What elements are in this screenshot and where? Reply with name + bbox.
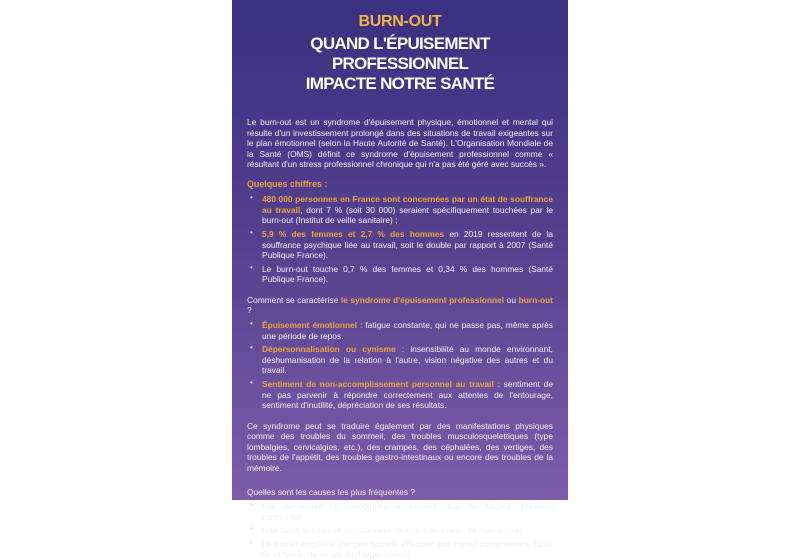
bullet-icon: • [250, 319, 253, 329]
list-item [247, 320, 553, 341]
body-text: : insensibilité au monde environnant, déshumanisation de la relation à l'autre, vision négative des autres et du travail. [262, 344, 554, 376]
body-text: en 2019 ressentent de la souffrance psychique liée au travail, soit le double par rapport à 2007 (Santé Publique France). [262, 228, 553, 261]
highlight-text: Épuisement émotionnel [262, 320, 358, 331]
bullet-icon: • [250, 500, 253, 510]
symptoms-list [247, 320, 553, 411]
physical-manifestations-paragraph [247, 421, 553, 474]
highlight-text: Dépersonnalisation ou cynisme [262, 344, 396, 355]
bullet-icon: • [250, 227, 253, 237]
body-text: ou [504, 294, 519, 305]
body-text: Ce syndrome peut se traduire également par des manifestations physiques comme des troubles du sommeil, des troubles musculosquelettiques (type lombalgies, cervicalgies, etc.), des crampes, des céphalées, des vertiges, des troubles de l'appétit, des troubles gastro-intestinaux ou encore des troubles de la mémoire. [247, 420, 553, 473]
highlight-text: 5,9 % des femmes et 2,7 % des hommes [262, 228, 445, 239]
list-item [247, 379, 553, 411]
bullet-icon: • [250, 524, 253, 534]
list-item [247, 525, 553, 536]
list-item [247, 264, 553, 285]
poster-tag: BURN-OUT [358, 13, 442, 30]
poster-content [247, 117, 553, 560]
body-text: Une faible autonomie décisionnelle (manque de marge de manœuvre) [262, 525, 523, 536]
body-text: , dont 7 % (soit 30 000) seraient spécifiquement touchées par le burn-out (Institut de veille sanitaire) ; [262, 204, 553, 226]
intro-paragraph [247, 117, 553, 170]
highlight-text: le syndrome d'épuisement professionnel [340, 294, 505, 305]
poster-title-block [247, 13, 553, 94]
bullet-icon: • [250, 262, 253, 272]
causes-question [247, 487, 553, 498]
poster-title-line2: IMPACTE NOTRE SANTÉ [305, 74, 495, 94]
list-item [247, 194, 553, 226]
body-text: ? [247, 305, 252, 316]
figures-heading [247, 179, 553, 190]
list-item [247, 229, 553, 261]
burnout-poster [232, 0, 568, 560]
list-item [247, 344, 553, 376]
body-text: Les demandes psychologiques excessives (trop de tâches, pression constante) [262, 501, 553, 522]
body-text: Quelles sont les causes les plus fréquentes ? [247, 486, 416, 497]
bullet-icon: • [250, 193, 253, 203]
highlight-text: 480 000 personnes en France sont concernées par un état de souffrance au travail [262, 194, 553, 215]
list-item [247, 539, 553, 560]
bullet-icon: • [250, 537, 253, 547]
body-text: : sentiment de ne pas parvenir à répondre correctement aux attentes de l'entourage, sentiment d'inutilité, dépréciation de ses résultats. [262, 378, 554, 411]
highlight-text: Sentiment de non-accomplissement personnel au travail [262, 378, 494, 389]
body-text: Comment se caractérise [247, 294, 341, 305]
body-text: : fatigue constante, qui ne passe pas, même après une période de repos. [262, 320, 553, 341]
causes-list [247, 501, 553, 560]
highlight-text: Quelques chiffres : [247, 179, 328, 190]
poster-title-line1: QUAND L'ÉPUISEMENT PROFESSIONNEL [310, 34, 490, 74]
body-text: Le travail empêché (ne pas pouvoir effectuer son travail correctement, faute de moyens, de temps ou d'organisation) [262, 538, 553, 560]
body-text: Le burn-out est un syndrome d'épuisement physique, émotionnel et mental qui résulte d'un investissement prolongé dans des situations de travail exigeantes sur le plan émotionnel (selon la Haute Autorité de Santé). L'Organisation Mondiale de la Santé (OMS) définit ce syndrome d'épuisement professionnel comme « résultant d'un stress professionnel chronique qui n'a pas été géré avec succès ». [247, 117, 553, 170]
bullet-icon: • [250, 377, 253, 387]
highlight-text: burn-out [518, 294, 553, 305]
characterization-question [247, 295, 553, 316]
figures-list [247, 194, 553, 285]
list-item [247, 501, 553, 522]
bullet-icon: • [250, 343, 253, 353]
body-text: Le burn-out touche 0,7 % des femmes et 0,34 % des hommes (Santé Publique France). [262, 263, 553, 285]
